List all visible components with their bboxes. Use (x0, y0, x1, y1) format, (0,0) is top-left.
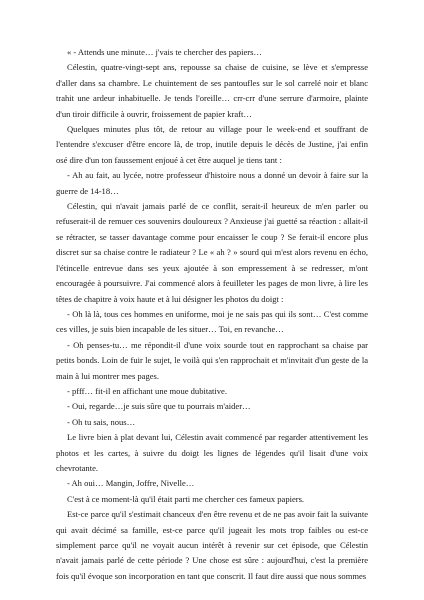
paragraph: - pfff… fit-il en affichant une moue dubitative. (67, 385, 227, 396)
paragraph: Quelques minutes plus tôt, de retour au village pour le week-end et souffrant de l'entendre s'excuser d'être encore là, de trop, inutile depuis le décès de Justine, j'ai enfin osé dire d'un ton faussement enjoué à cet être auquel je tiens tant : (56, 124, 368, 165)
paragraph: - Oh là là, tous ces hommes en uniforme, moi je ne sais pas qui ils sont… C'est comme ces villes, je suis bien incapable de les situer… Toi, en revanche… (56, 308, 368, 335)
paragraph: - Oh tu sais, nous… (67, 416, 136, 427)
paragraph: Célestin, quatre-vingt-sept ans, repousse sa chaise de cuisine, se lève et s'empresse d'aller dans sa chambre. Le chuintement de ses pantoufles sur le sol carrelé noir et blanc trahit une ardeur inhabituelle. Je tends l'oreille… crr-crr d'une serrure d'armoire, plainte d'un tiroir difficile à ouvrir, froissement de papier kraft… (56, 62, 368, 119)
document-body (56, 45, 368, 584)
paragraph: « - Attends une minute… j'vais te chercher des papiers… (67, 47, 262, 57)
paragraph: - Ah au fait, au lycée, notre professeur d'histoire nous a donné un devoir à faire sur la guerre de 14-18… (56, 170, 368, 196)
paragraph: - Ah oui… Mangin, Joffre, Nivelle… (67, 478, 195, 489)
paragraph: Le livre bien à plat devant lui, Célestin avait commencé par regarder attentivement les photos et les cartes, à suivre du doigt les lignes de légendes qu'il lisait d'une voix chevrotante. (56, 432, 368, 473)
paragraph: C'est à ce moment-là qu'il était parti me chercher ces fameux papiers. (67, 493, 305, 504)
paragraph: Est-ce parce qu'il s'estimait chanceux d'en être revenu et de ne pas avoir fait la suivante qui avait décimé sa famille, est-ce parce qu'il jugeait les mots trop faibles ou est-ce simplement parce qu'il ne voyait aucun intérêt à revenir sur cet épisode, que Célestin n'avait jamais parlé de cette période ? Une chose est sûre : aujourd'hui, c'est la première fois qu'il évoque son incorporation en tant que conscrit. Il faut dire aussi que nous sommes (56, 509, 368, 581)
paragraph: - Oui, regarde…je suis sûre que tu pourrais m'aider… (67, 401, 251, 412)
paragraph: Célestin, qui n'avait jamais parlé de ce conflit, serait-il heureux de m'en parler ou refuserait-il de remuer ces souvenirs douloureux ? Anxieuse j'ai guetté sa réaction : allait-il se rétracter, se tasser davantage comme pour encaisser le coup ? Se ferait-il encore plus discret sur sa chaise contre le radiateur ? Le « ah ? » sourd qui m'est alors revenu en écho, l'étincelle entrevue dans ses yeux ajoutée à son empressement à se redresser, m'ont encouragée à poursuivre. J'ai commencé alors à feuilleter les pages de mon livre, à lire les têtes de chapitre à voix haute et à lui désigner les photos du doigt : (56, 201, 368, 304)
paragraph: - Oh penses-tu… me répondit-il d'une voix sourde tout en rapprochant sa chaise par petits bonds. Loin de fuir le sujet, le voilà qui s'en rapprochait et m'invitait d'un geste de la main à lui montrer mes pages. (56, 339, 368, 381)
